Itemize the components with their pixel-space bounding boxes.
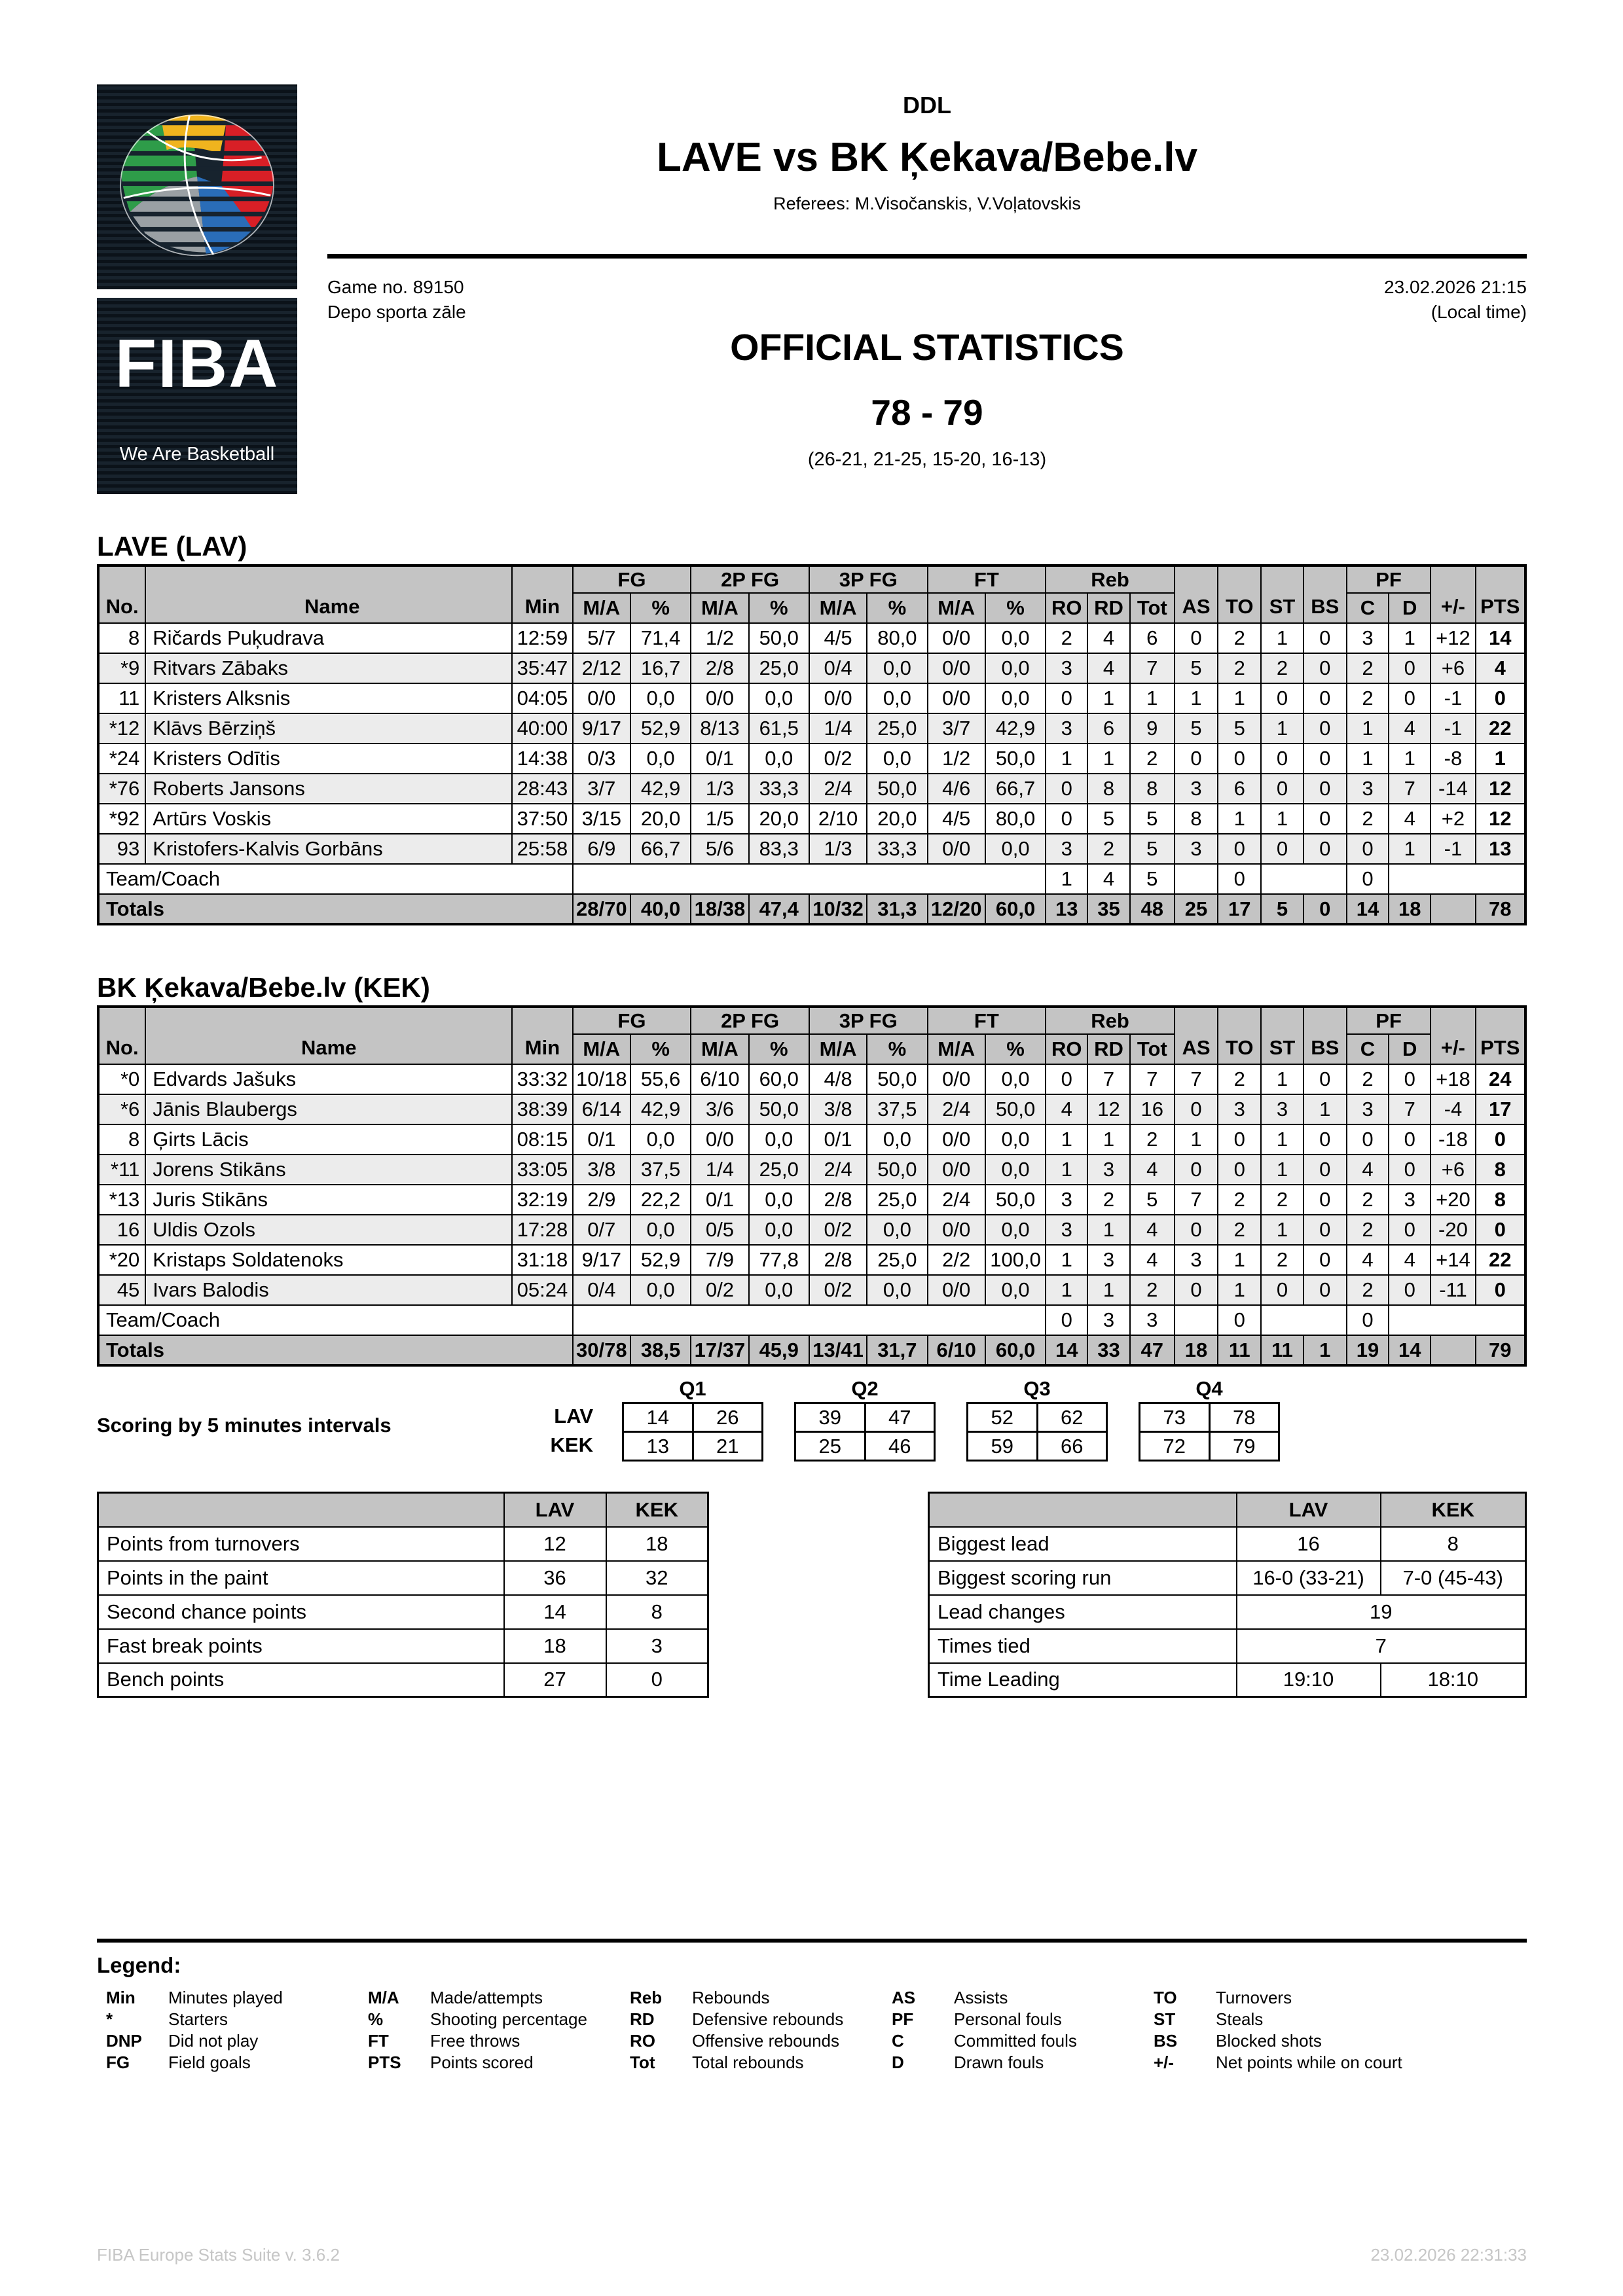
- col-ro: RO: [1046, 593, 1087, 623]
- col-fg-pct: %: [630, 1034, 691, 1064]
- col-fg-pct: %: [630, 593, 691, 623]
- summary-row: Points from turnovers 12 18: [98, 1527, 708, 1561]
- interval-score-row: 73 78: [1140, 1403, 1279, 1432]
- scoring-intervals-section: [97, 1377, 1527, 1462]
- quarter-boxes: [622, 1377, 1280, 1462]
- scoring-intervals-label: Scoring by 5 minutes intervals: [97, 1414, 392, 1437]
- interval-score-row: 72 79: [1140, 1432, 1279, 1461]
- legend-column: [1154, 1987, 1415, 2073]
- col-group-pf: PF: [1347, 565, 1431, 593]
- league-name: DDL: [903, 92, 951, 118]
- legend-item: FT Free throws: [368, 2031, 520, 2051]
- footer-timestamp: 23.02.2026 22:31:33: [1370, 2245, 1527, 2265]
- col-group-3pfg: 3P FG: [809, 1007, 928, 1034]
- legend-item: DNP Did not play: [106, 2031, 259, 2051]
- col-group-pf: PF: [1347, 1007, 1431, 1034]
- col-3p-pct: %: [867, 593, 927, 623]
- match-title: LAVE vs BK Ķekava/Bebe.lv: [657, 135, 1197, 180]
- summary-header-row: [929, 1493, 1526, 1527]
- summary-left: [97, 1492, 709, 1698]
- col-tot: Tot: [1130, 1034, 1175, 1064]
- legend-grid: [97, 1987, 1527, 2073]
- col-tot: Tot: [1130, 593, 1175, 623]
- col-2p-pct: %: [749, 593, 809, 623]
- summary-row: Times tied 7: [929, 1629, 1526, 1663]
- legend-title: Legend:: [97, 1953, 181, 1977]
- player-row: *12 Klāvs Bērziņš 40:00 9/17 52,9 8/13 61,5 1/4 25,0 3/7 42,9 3 6 9 5 5 1 0 1 4 -1 22: [98, 713, 1525, 744]
- legend-item: Tot Total rebounds: [630, 2053, 804, 2072]
- col-3p-ma: M/A: [809, 1034, 867, 1064]
- quarter-box-Q3: [966, 1377, 1108, 1462]
- col-min: Min: [512, 1007, 572, 1064]
- scoring-team-label: LAV: [554, 1405, 593, 1427]
- fiba-text: FIBA: [115, 326, 280, 402]
- team-title-kek: BK Ķekava/Bebe.lv (KEK): [97, 972, 430, 1003]
- header-divider: [327, 254, 1527, 259]
- summary-right: [928, 1492, 1527, 1698]
- col-bs: BS: [1304, 565, 1347, 623]
- player-row: 8 Ģirts Lācis 08:15 0/1 0,0 0/0 0,0 0/1 0,0 0/0 0,0 1 1 2 1 0 1 0 0 0 -18 0: [98, 1124, 1525, 1155]
- legend-item: TO Turnovers: [1154, 1988, 1292, 2007]
- col-3p-pct: %: [867, 1034, 927, 1064]
- interval-score-row: 25 46: [795, 1432, 935, 1461]
- legend-column: [106, 1987, 368, 2073]
- legend-item: Reb Rebounds: [630, 1988, 770, 2007]
- legend-item: D Drawn fouls: [892, 2053, 1044, 2072]
- team-coach-row: Team/Coach 0 3 3 0 0: [98, 1305, 1525, 1335]
- totals-row: Totals 30/78 38,5 17/37 45,9 13/41 31,7 6/10 60,0 14 33 47 18 11 11 1 19 14 79: [98, 1335, 1525, 1365]
- player-row: 93 Kristofers-Kalvis Gorbāns 25:58 6/9 66,7 5/6 83,3 1/3 33,3 0/0 0,0 3 2 5 3 0 0 0 0 1 -1 13: [98, 834, 1525, 864]
- col-ro: RO: [1046, 1034, 1087, 1064]
- summary-row: Points in the paint 36 32: [98, 1561, 708, 1595]
- legend-item: BS Blocked shots: [1154, 2031, 1322, 2051]
- legend-item: AS Assists: [892, 1988, 1008, 2007]
- legend-item: Min Minutes played: [106, 1988, 283, 2007]
- interval-score-row: 59 66: [968, 1432, 1107, 1461]
- quarter-box-Q4: [1139, 1377, 1280, 1462]
- legend-item: PTS Points scored: [368, 2053, 534, 2072]
- player-row: *11 Jorens Stikāns 33:05 3/8 37,5 1/4 25,0 2/4 50,0 0/0 0,0 1 3 4 0 0 1 0 4 0 +6 8: [98, 1155, 1525, 1185]
- legend-item: +/- Net points while on court: [1154, 2053, 1402, 2072]
- summary-row: Fast break points 18 3: [98, 1629, 708, 1663]
- legend-item: C Committed fouls: [892, 2031, 1077, 2051]
- game-number: Game no. 89150: [327, 277, 464, 297]
- col-no: No.: [98, 565, 145, 623]
- final-score: 78 - 79: [871, 392, 983, 433]
- game-datetime: 23.02.2026 21:15: [1384, 277, 1527, 297]
- player-row: *24 Kristers Odītis 14:38 0/3 0,0 0/1 0,0 0/2 0,0 1/2 50,0 1 1 2 0 0 0 0 1 1 -8 1: [98, 744, 1525, 774]
- scoring-team-label: KEK: [550, 1433, 593, 1456]
- interval-score-row: 39 47: [795, 1403, 935, 1432]
- interval-score-row: 52 62: [968, 1403, 1107, 1432]
- team-title-lav: LAVE (LAV): [97, 531, 247, 562]
- summary-row: Biggest lead 16 8: [929, 1527, 1526, 1561]
- legend-item: * Starters: [106, 2009, 228, 2029]
- col-2p-ma: M/A: [691, 593, 748, 623]
- col-rd: RD: [1087, 1034, 1129, 1064]
- legend-column: [368, 1987, 630, 2073]
- team-coach-row: Team/Coach 1 4 5 0 0: [98, 864, 1525, 894]
- col-as: AS: [1175, 565, 1218, 623]
- col-ft-pct: %: [985, 593, 1046, 623]
- col-ft-ma: M/A: [928, 1034, 985, 1064]
- player-row: 11 Kristers Alksnis 04:05 0/0 0,0 0/0 0,0 0/0 0,0 0/0 0,0 0 1 1 1 1 0 0 2 0 -1 0: [98, 683, 1525, 713]
- col-plusminus: +/-: [1431, 565, 1475, 623]
- col-ft-pct: %: [985, 1034, 1046, 1064]
- summary-section: [97, 1492, 1527, 1698]
- legend-item: RO Offensive rebounds: [630, 2031, 839, 2051]
- col-plusminus: +/-: [1431, 1007, 1475, 1064]
- legend-divider: [97, 1939, 1527, 1943]
- col-st: ST: [1261, 565, 1303, 623]
- col-fg-ma: M/A: [573, 593, 630, 623]
- col-no: No.: [98, 1007, 145, 1064]
- player-row: *9 Ritvars Zābaks 35:47 2/12 16,7 2/8 25,0 0/4 0,0 0/0 0,0 3 4 7 5 2 2 0 2 0 +6 4: [98, 653, 1525, 683]
- team-table-1: [97, 1005, 1527, 1367]
- col-fg-ma: M/A: [573, 1034, 630, 1064]
- col-to: TO: [1218, 565, 1261, 623]
- summary-col-header: KEK: [1381, 1493, 1526, 1527]
- team-table-0: [97, 564, 1527, 925]
- interval-score-row: 13 21: [623, 1432, 763, 1461]
- col-c: C: [1347, 1034, 1389, 1064]
- fiba-logo: [97, 84, 297, 494]
- quarter-box-Q1: [622, 1377, 763, 1462]
- legend-column: [892, 1987, 1154, 2073]
- player-row: *92 Artūrs Voskis 37:50 3/15 20,0 1/5 20,0 2/10 20,0 4/5 80,0 0 5 5 8 1 1 0 2 4 +2 12: [98, 804, 1525, 834]
- legend-item: FG Field goals: [106, 2053, 251, 2072]
- referees-line: Referees: M.Visočanskis, V.Voļatovskis: [773, 194, 1081, 213]
- col-name: Name: [145, 1007, 512, 1064]
- summary-row: Lead changes 19: [929, 1595, 1526, 1629]
- legend-column: [630, 1987, 892, 2073]
- quarter-label: Q1: [679, 1377, 706, 1400]
- legend-item: % Shooting percentage: [368, 2009, 587, 2029]
- summary-row: Bench points 27 0: [98, 1663, 708, 1697]
- player-row: *13 Juris Stikāns 32:19 2/9 22,2 0/1 0,0 2/8 25,0 2/4 50,0 3 2 5 7 2 2 0 2 3 +20 8: [98, 1185, 1525, 1215]
- col-group-fg: FG: [573, 565, 691, 593]
- basketball-globe-icon: [102, 89, 292, 285]
- fiba-tagline: We Are Basketball: [119, 444, 275, 465]
- summary-col-header: KEK: [606, 1493, 708, 1527]
- fiba-wordmark: [97, 298, 297, 494]
- quarter-label: Q4: [1195, 1377, 1223, 1400]
- col-rd: RD: [1087, 593, 1129, 623]
- col-to: TO: [1218, 1007, 1261, 1064]
- col-ft-ma: M/A: [928, 593, 985, 623]
- player-row: *76 Roberts Jansons 28:43 3/7 42,9 1/3 33,3 2/4 50,0 4/6 66,7 0 8 8 3 6 0 0 3 7 -14 12: [98, 774, 1525, 804]
- scoring-team-labels: [465, 1377, 622, 1462]
- col-d: D: [1389, 1034, 1431, 1064]
- summary-row: Biggest scoring run 16-0 (33-21) 7-0 (45-43): [929, 1561, 1526, 1595]
- col-group-reb: Reb: [1046, 1007, 1175, 1034]
- summary-col-header: LAV: [504, 1493, 606, 1527]
- col-group-3pfg: 3P FG: [809, 565, 928, 593]
- col-min: Min: [512, 565, 572, 623]
- legend-item: ST Steals: [1154, 2009, 1264, 2029]
- player-row: *20 Kristaps Soldatenoks 31:18 9/17 52,9 7/9 77,8 2/8 25,0 2/2 100,0 1 3 4 3 1 2 0 4 4 +14 22: [98, 1245, 1525, 1275]
- footer-app-version: FIBA Europe Stats Suite v. 3.6.2: [97, 2245, 340, 2265]
- col-name: Name: [145, 565, 512, 623]
- summary-row: Second chance points 14 8: [98, 1595, 708, 1629]
- legend-item: M/A Made/attempts: [368, 1988, 543, 2007]
- fiba-ball-icon: [97, 84, 297, 289]
- col-group-fg: FG: [573, 1007, 691, 1034]
- summary-header-row: [98, 1493, 708, 1527]
- col-bs: BS: [1304, 1007, 1347, 1064]
- quarter-scores: (26-21, 21-25, 15-20, 16-13): [807, 449, 1047, 470]
- game-info: [327, 275, 1527, 325]
- page-footer: [97, 2245, 1527, 2265]
- player-row: 8 Ričards Puķudrava 12:59 5/7 71,4 1/2 50,0 4/5 80,0 0/0 0,0 2 4 6 0 2 1 0 3 1 +12 14: [98, 623, 1525, 653]
- totals-row: Totals 28/70 40,0 18/38 47,4 10/32 31,3 12/20 60,0 13 35 48 25 17 5 0 14 18 78: [98, 894, 1525, 924]
- col-d: D: [1389, 593, 1431, 623]
- col-group-reb: Reb: [1046, 565, 1175, 593]
- col-2p-ma: M/A: [691, 1034, 748, 1064]
- interval-score-row: 14 26: [623, 1403, 763, 1432]
- legend-item: PF Personal fouls: [892, 2009, 1062, 2029]
- venue: Depo sporta zāle: [327, 302, 466, 322]
- player-row: *6 Jānis Blaubergs 38:39 6/14 42,9 3/6 50,0 3/8 37,5 2/4 50,0 4 12 16 0 3 3 1 3 7 -4 17: [98, 1094, 1525, 1124]
- summary-row: Time Leading 19:10 18:10: [929, 1663, 1526, 1697]
- col-group-2pfg: 2P FG: [691, 1007, 809, 1034]
- summary-col-header: LAV: [1237, 1493, 1381, 1527]
- legend-item: RD Defensive rebounds: [630, 2009, 844, 2029]
- col-2p-pct: %: [749, 1034, 809, 1064]
- player-row: *0 Edvards Jašuks 33:32 10/18 55,6 6/10 60,0 4/8 50,0 0/0 0,0 0 7 7 7 2 1 0 2 0 +18 24: [98, 1064, 1525, 1094]
- quarter-label: Q3: [1023, 1377, 1051, 1400]
- col-group-ft: FT: [928, 1007, 1046, 1034]
- col-as: AS: [1175, 1007, 1218, 1064]
- local-time-note: (Local time): [1431, 302, 1527, 322]
- col-group-ft: FT: [928, 565, 1046, 593]
- quarter-box-Q2: [794, 1377, 936, 1462]
- col-group-2pfg: 2P FG: [691, 565, 809, 593]
- quarter-label: Q2: [851, 1377, 879, 1400]
- player-row: 16 Uldis Ozols 17:28 0/7 0,0 0/5 0,0 0/2 0,0 0/0 0,0 3 1 4 0 2 1 0 2 0 -20 0: [98, 1215, 1525, 1245]
- col-st: ST: [1261, 1007, 1303, 1064]
- col-pts: PTS: [1476, 1007, 1525, 1064]
- page-title: OFFICIAL STATISTICS: [730, 327, 1124, 368]
- col-pts: PTS: [1476, 565, 1525, 623]
- player-row: 45 Ivars Balodis 05:24 0/4 0,0 0/2 0,0 0/2 0,0 0/0 0,0 1 1 2 0 1 0 0 2 0 -11 0: [98, 1275, 1525, 1305]
- col-c: C: [1347, 593, 1389, 623]
- col-3p-ma: M/A: [809, 593, 867, 623]
